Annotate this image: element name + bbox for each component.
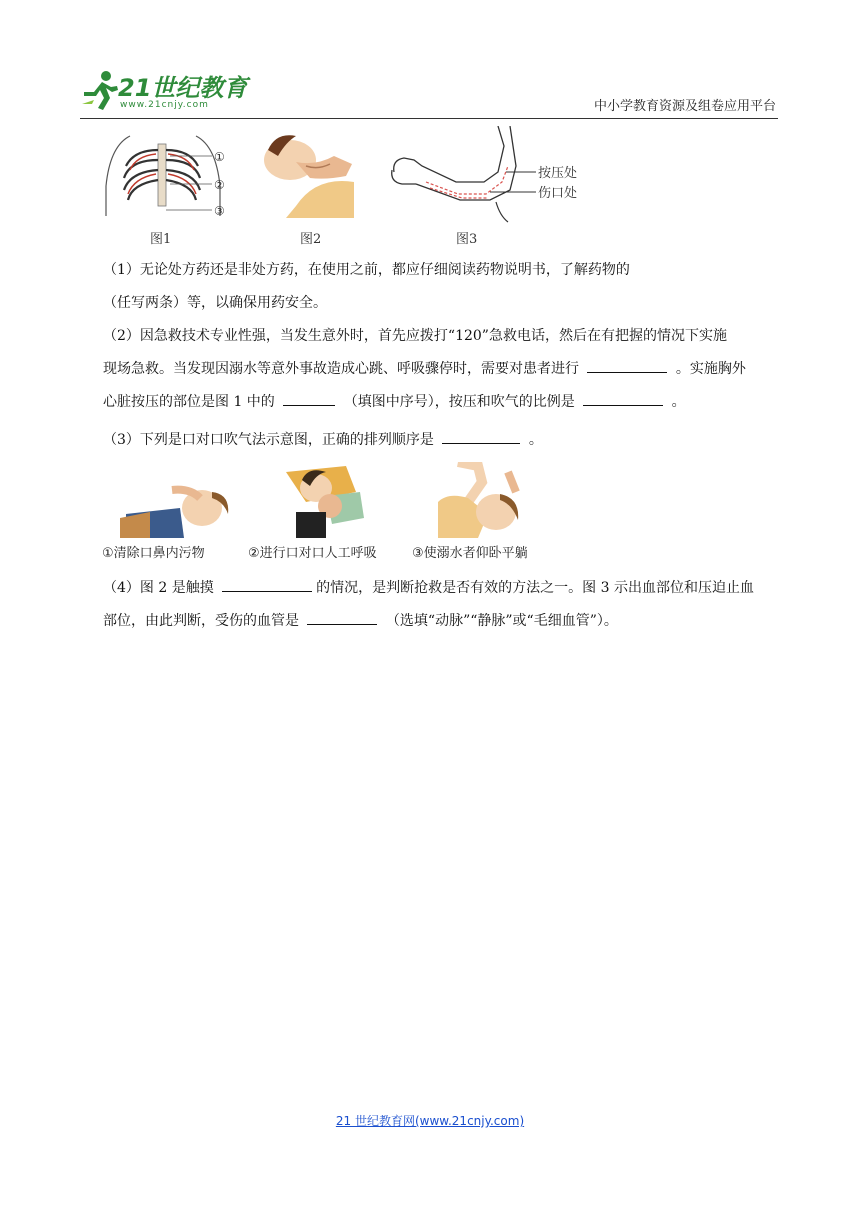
footer-link[interactable]: 21 世纪教育网(www.21cnjy.com): [335, 1114, 525, 1128]
fig3-label-press: 按压处: [538, 166, 578, 181]
platform-title: 中小学教育资源及组卷应用平台: [593, 99, 776, 114]
q2-blank-rescue[interactable]: [587, 358, 667, 373]
q3-line-1: [103, 424, 779, 457]
neck-pulse-figure: [256, 126, 356, 218]
q4-blank-touch[interactable]: [222, 577, 312, 592]
step1-caption: ①清除口鼻内污物: [102, 546, 205, 561]
q2-text-d: （填图中序号），按压和吹气的比例是: [343, 394, 575, 410]
step2-illustration: [286, 462, 376, 538]
question-1: [103, 254, 779, 320]
fig3-caption: 图3: [456, 232, 478, 247]
logo-text: 21世纪教育: [118, 74, 248, 102]
runner-logo-icon: [80, 68, 120, 112]
fig1-caption: 图1: [150, 232, 172, 247]
fig3-label-wound: 伤口处: [538, 186, 578, 201]
ribcage-figure: [100, 126, 240, 222]
fig1-label-2: ②: [214, 178, 225, 192]
question-2: [103, 320, 779, 419]
q2-line-2: [103, 353, 779, 386]
q3-text-a: （3）下列是口对口吹气法示意图，正确的排列顺序是: [103, 432, 434, 448]
fig2-caption: 图2: [300, 232, 322, 247]
q4-blank-vessel[interactable]: [307, 610, 377, 625]
fig1-label-1: ①: [214, 150, 225, 164]
question-4: [103, 572, 779, 638]
arm-wound-figure: [386, 126, 596, 226]
breathing-steps-figure: [100, 462, 530, 566]
step1-illustration: [120, 468, 240, 538]
q2-text-e: 。: [671, 394, 686, 410]
q2-blank-position[interactable]: [283, 391, 335, 406]
q2-line-1: （2）因急救技术专业性强，当发生意外时，首先应拨打“120”急救电话，然后在有把握的情况下实施: [103, 328, 727, 344]
q1-line-1: （1）无论处方药还是非处方药，在使用之前，都应仔细阅读药物说明书，了解药物的: [103, 262, 630, 278]
q2-text-a: 现场急救。当发现因溺水等意外事故造成心跳、呼吸骤停时，需要对患者进行: [103, 361, 579, 377]
q3-blank-order[interactable]: [442, 429, 520, 444]
q4-text-c: 部位，由此判断，受伤的血管是: [103, 613, 299, 629]
step2-caption: ②进行口对口人工呼吸: [248, 546, 377, 561]
step3-illustration: [438, 462, 528, 538]
page-header: [80, 64, 778, 119]
q2-line-3: [103, 386, 779, 419]
fig1-label-3: ③: [214, 204, 225, 218]
q4-line-1: [103, 572, 779, 605]
question-3: [103, 424, 779, 457]
q4-text-b: 的情况，是判断抢救是否有效的方法之一。图 3 示出血部位和压迫止血: [316, 580, 754, 596]
q2-text-c: 心脏按压的部位是图 1 中的: [103, 394, 275, 410]
q1-line-2: （任写两条）等，以确保用药安全。: [103, 295, 327, 311]
q2-text-b: 。实施胸外: [675, 361, 746, 377]
q4-text-a: （4）图 2 是触摸: [103, 580, 214, 596]
logo: [80, 68, 260, 114]
step3-caption: ③使溺水者仰卧平躺: [412, 546, 528, 561]
q2-blank-ratio[interactable]: [583, 391, 663, 406]
q4-text-d: （选填“动脉”“静脉”或“毛细血管”）。: [385, 613, 618, 629]
q4-line-2: [103, 605, 779, 638]
q3-text-b: 。: [528, 432, 543, 448]
logo-url: www.21cnjy.com: [120, 100, 209, 110]
figure-row: [100, 126, 600, 248]
page-footer: [0, 1112, 860, 1129]
